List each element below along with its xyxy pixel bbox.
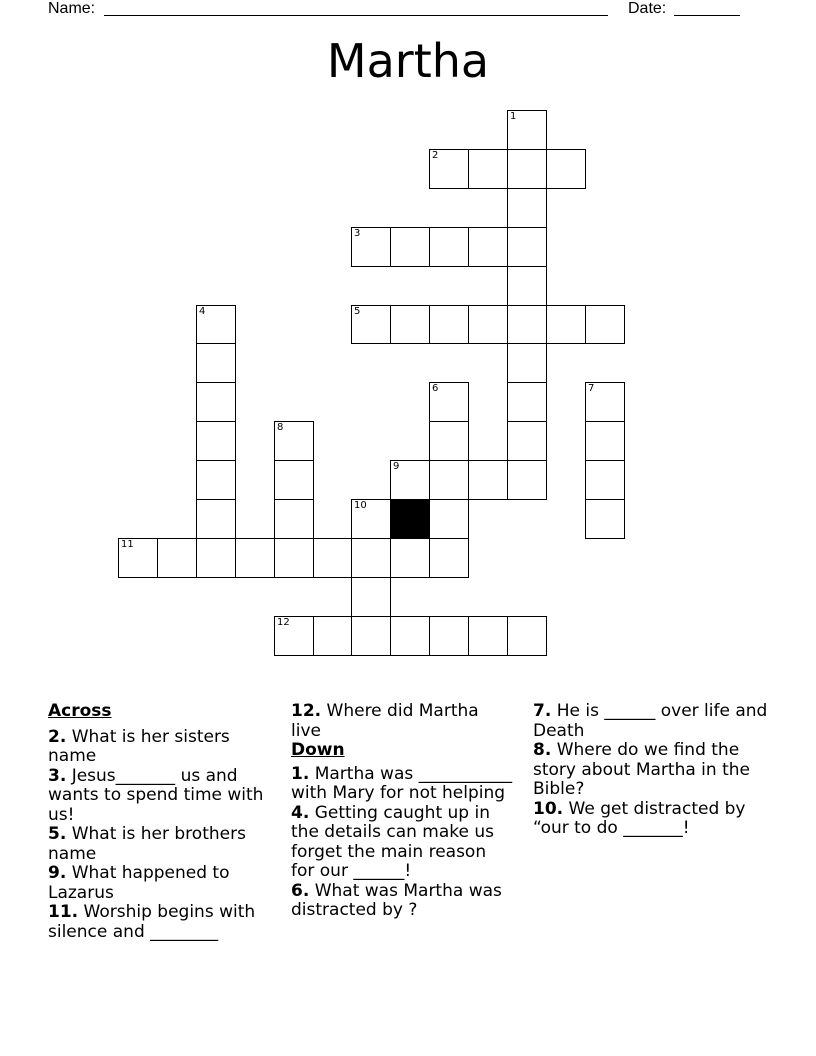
- cell-number: 6: [432, 383, 439, 394]
- answer-cell[interactable]: [429, 421, 469, 461]
- answer-cell[interactable]: [351, 499, 391, 539]
- answer-cell[interactable]: [507, 460, 547, 500]
- cell-number: 10: [354, 500, 367, 511]
- cell-number: 4: [199, 306, 206, 317]
- cell-number: 12: [277, 617, 290, 628]
- clue-number: 8.: [533, 740, 552, 760]
- answer-cell[interactable]: [507, 343, 547, 383]
- answer-cell[interactable]: [429, 149, 469, 189]
- answer-cell[interactable]: [274, 460, 314, 500]
- answer-cell[interactable]: [390, 538, 430, 578]
- clue-text: What was Martha was distracted by ?: [291, 880, 502, 920]
- clue-text: Where did Martha live: [291, 701, 479, 741]
- down-heading: Down: [291, 740, 345, 760]
- clues-column-2: [291, 702, 513, 921]
- answer-cell[interactable]: [429, 460, 469, 500]
- answer-cell[interactable]: [429, 382, 469, 422]
- answer-cell[interactable]: [507, 227, 547, 267]
- answer-cell[interactable]: [196, 460, 236, 500]
- clue-text: Martha was ___________ with Mary for not helping: [291, 763, 513, 803]
- clue-text: Worship begins with silence and ________: [48, 902, 256, 942]
- clue-number: 12.: [291, 701, 322, 721]
- answer-cell[interactable]: [429, 305, 469, 344]
- clue-text: What is her sisters name: [48, 726, 230, 766]
- clue-text: What happened to Lazarus: [48, 863, 230, 903]
- answer-cell[interactable]: [157, 538, 197, 578]
- answer-cell[interactable]: [507, 382, 547, 422]
- answer-cell[interactable]: [468, 227, 508, 267]
- clue-text: He is ______ over life and Death: [533, 701, 768, 741]
- answer-cell[interactable]: [196, 305, 236, 344]
- answer-cell[interactable]: [585, 382, 625, 422]
- clue-number: 9.: [48, 863, 67, 883]
- answer-cell[interactable]: [351, 538, 391, 578]
- clue-number: 5.: [48, 824, 67, 844]
- clue-number: 10.: [533, 798, 564, 819]
- clue-down-1: [291, 765, 513, 804]
- answer-cell[interactable]: [468, 305, 508, 344]
- answer-cell[interactable]: [390, 616, 430, 656]
- answer-cell[interactable]: [429, 538, 469, 578]
- date-label: Date:: [628, 0, 667, 17]
- clue-number: 4.: [291, 802, 310, 823]
- clue-number: 7.: [533, 701, 552, 721]
- answer-cell[interactable]: [274, 616, 314, 656]
- clue-number: 6.: [291, 880, 310, 901]
- clue-number: 11.: [48, 902, 79, 922]
- across-heading: Across: [48, 701, 112, 721]
- clue-across-9: [48, 864, 280, 903]
- clue-across-2: [48, 728, 280, 767]
- answer-cell[interactable]: [351, 305, 391, 344]
- answer-cell[interactable]: [313, 616, 352, 656]
- clue-text: Getting caught up in the details can make us forget the main reason for our ______!: [291, 802, 494, 881]
- answer-cell[interactable]: [196, 421, 236, 461]
- clue-text: We get distracted by “our to do _______!: [533, 798, 746, 838]
- answer-cell[interactable]: [507, 149, 547, 189]
- clue-across-5: [48, 825, 280, 864]
- answer-cell[interactable]: [429, 499, 469, 539]
- answer-cell[interactable]: [313, 538, 352, 578]
- answer-cell[interactable]: [585, 305, 625, 344]
- clue-number: 1.: [291, 763, 310, 784]
- clue-text: Jesus_______ us and wants to spend time with us!: [48, 765, 264, 825]
- answer-cell[interactable]: [390, 227, 430, 267]
- clue-down-10: [533, 800, 768, 839]
- answer-cell[interactable]: [235, 538, 275, 578]
- cell-number: 11: [121, 539, 134, 550]
- answer-cell[interactable]: [468, 149, 508, 189]
- clue-number: 3.: [48, 765, 67, 786]
- cell-number: 7: [588, 383, 595, 394]
- name-label: Name:: [48, 0, 96, 17]
- answer-cell[interactable]: [118, 538, 158, 578]
- clues-column-1: [48, 702, 280, 942]
- black-square: [390, 499, 430, 539]
- answer-cell[interactable]: [546, 305, 586, 344]
- cell-number: 9: [393, 461, 400, 472]
- answer-cell[interactable]: [546, 149, 586, 189]
- answer-cell[interactable]: [585, 421, 625, 461]
- cell-number: 1: [510, 111, 517, 122]
- answer-cell[interactable]: [585, 460, 625, 500]
- answer-cell[interactable]: [468, 460, 508, 500]
- answer-cell[interactable]: [585, 499, 625, 539]
- cell-number: 3: [354, 228, 361, 239]
- answer-cell[interactable]: [507, 421, 547, 461]
- answer-cell[interactable]: [507, 110, 547, 150]
- answer-cell[interactable]: [196, 343, 236, 383]
- answer-cell[interactable]: [507, 305, 547, 344]
- clue-across-11: [48, 903, 280, 942]
- answer-cell[interactable]: [351, 616, 391, 656]
- clue-down-7: [533, 702, 768, 741]
- clue-across-3: [48, 767, 280, 826]
- puzzle-title: Martha: [326, 34, 490, 88]
- answer-cell[interactable]: [429, 227, 469, 267]
- clue-down-8: [533, 741, 768, 800]
- answer-cell[interactable]: [274, 538, 314, 578]
- clue-text: What is her brothers name: [48, 824, 246, 864]
- answer-cell[interactable]: [196, 382, 236, 422]
- answer-cell[interactable]: [196, 538, 236, 578]
- clue-text: Where do we find the story about Martha in the Bible?: [533, 740, 750, 799]
- answer-cell[interactable]: [507, 188, 547, 228]
- cell-number: 8: [277, 422, 284, 433]
- answer-cell[interactable]: [390, 305, 430, 344]
- cell-number: 5: [354, 306, 361, 317]
- clue-number: 2.: [48, 726, 67, 747]
- answer-cell[interactable]: [507, 266, 547, 306]
- clues-column-3: [533, 702, 768, 839]
- answer-cell[interactable]: [429, 616, 469, 656]
- answer-cell[interactable]: [274, 499, 314, 539]
- answer-cell[interactable]: [507, 616, 547, 656]
- clue-down-6: [291, 882, 513, 921]
- cell-number: 2: [432, 150, 439, 161]
- clue-across-12: [291, 702, 513, 741]
- answer-cell[interactable]: [351, 227, 391, 267]
- answer-cell[interactable]: [468, 616, 508, 656]
- answer-cell[interactable]: [274, 421, 314, 461]
- clue-down-4: [291, 804, 513, 882]
- answer-cell[interactable]: [196, 499, 236, 539]
- answer-cell[interactable]: [351, 577, 391, 617]
- answer-cell[interactable]: [390, 460, 430, 500]
